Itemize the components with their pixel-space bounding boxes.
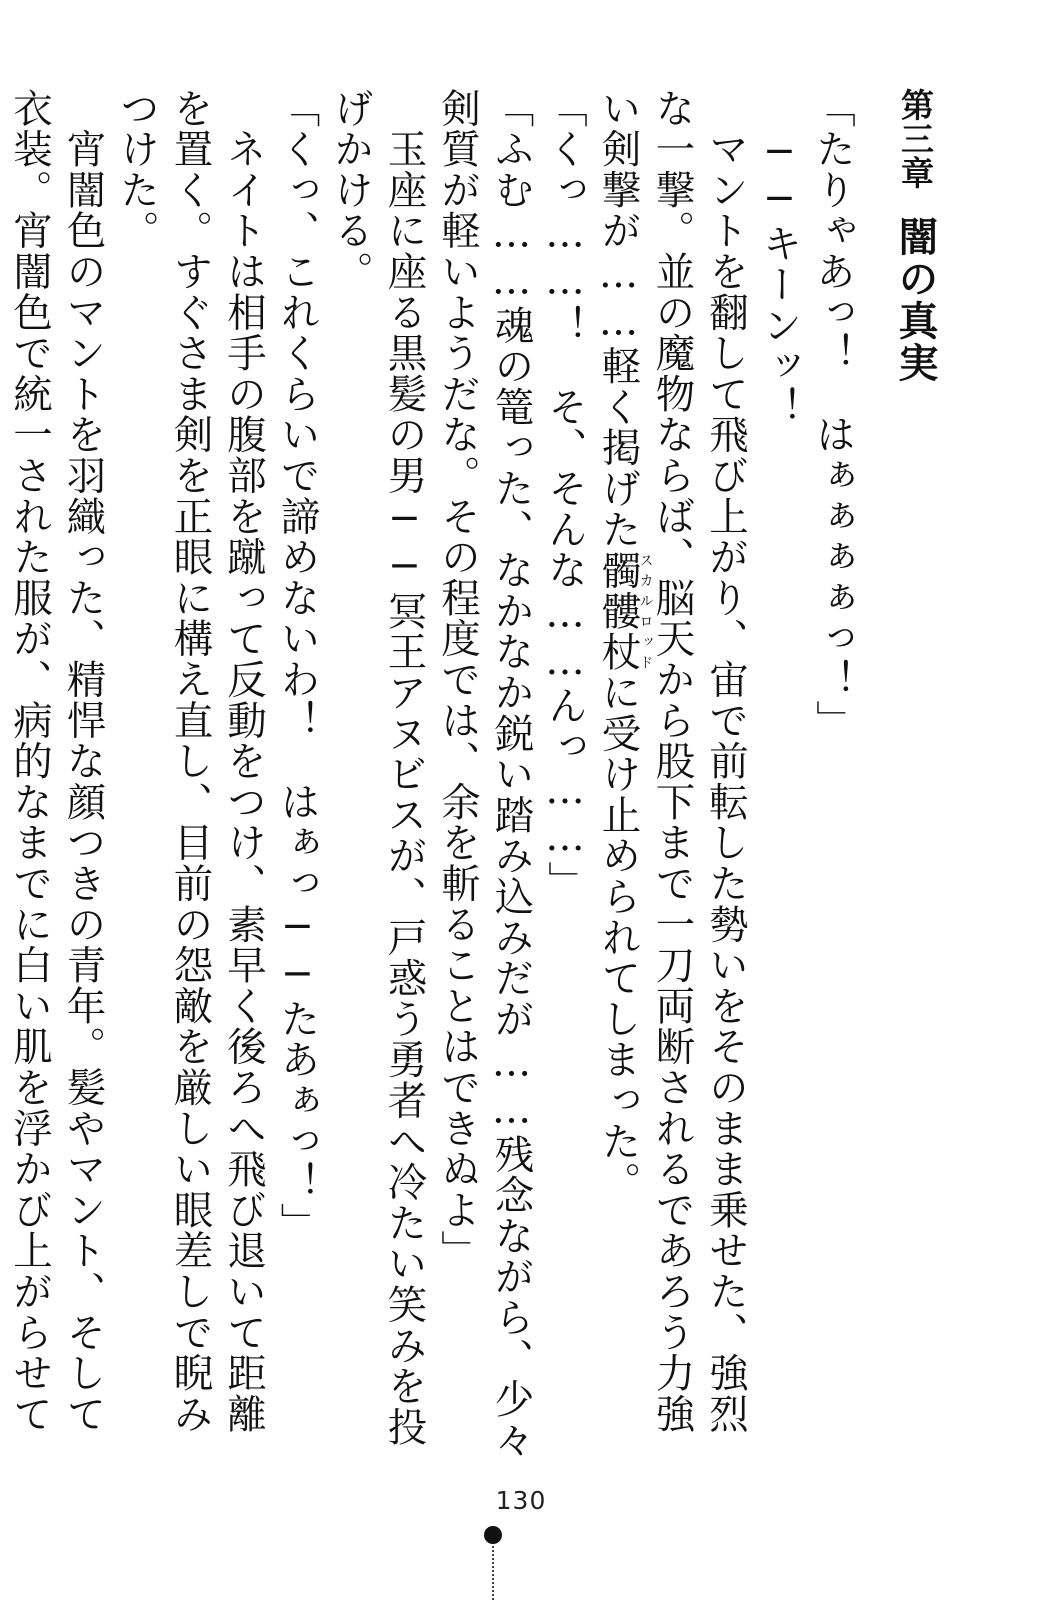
paragraph xyxy=(591,88,752,1468)
paragraph: 「たりゃあっ！ はぁぁぁぁっ！」 xyxy=(810,88,856,741)
paragraph: ネイトは相手の腹部を蹴って反動をつけ、素早く後ろへ飛び退いて距離を置く。すぐさま剣を正眼に構え直し、目前の怨敵を厳しい眼差しで睨みつけた。 xyxy=(114,88,267,1435)
paragraph: 宵闇色のマントを羽織った、精悍な顔つきの青年。髪やマント、そして衣装。宵闇色で統一された服が、病的なまでに白い肌を浮かび上がらせて xyxy=(7,88,107,1435)
ruby-base: 髑髏杖 xyxy=(595,549,642,673)
body-text xyxy=(7,88,859,1468)
ruby-reading: スカルロッド xyxy=(637,549,654,673)
chapter-label: 第三章 xyxy=(896,88,935,190)
ruby-term xyxy=(595,549,654,673)
bullet-dot xyxy=(484,1526,502,1544)
paragraph: 玉座に座る黒髪の男──冥王アヌビスが、戸惑う勇者へ冷たい笑みを投げかける。 xyxy=(328,88,428,1448)
page-number: 130 xyxy=(495,1486,547,1515)
chapter-title: 闇の真実 xyxy=(892,216,938,384)
paragraph: 「くっ……！ そ、そんな……んっ……」 xyxy=(542,88,588,903)
paragraph-text: に受け止められてしまった。 xyxy=(595,672,642,1203)
dotted-line xyxy=(492,1546,494,1600)
paragraph: 「ふむ……魂の篭った、なかなか鋭い踏み込みだが……残念ながら、少々剣質が軽いようだな。その程度では、余を斬ることはできぬよ」 xyxy=(435,88,535,1461)
paragraph-text: マントを翻して飛び上がり、宙で前転した勢いをそのまま乗せた、強烈な一撃。並の魔物ならば、脳天から股下まで一刀両断されるであろう力強い剣撃が……軽く掲げた xyxy=(595,88,749,1435)
paragraph: ──キーンッ！ xyxy=(756,88,803,428)
paragraph: 「くっ、これくらいで諦めないわ！ はぁっ──たあぁっ！」 xyxy=(274,88,321,1244)
chapter-heading xyxy=(885,88,945,428)
